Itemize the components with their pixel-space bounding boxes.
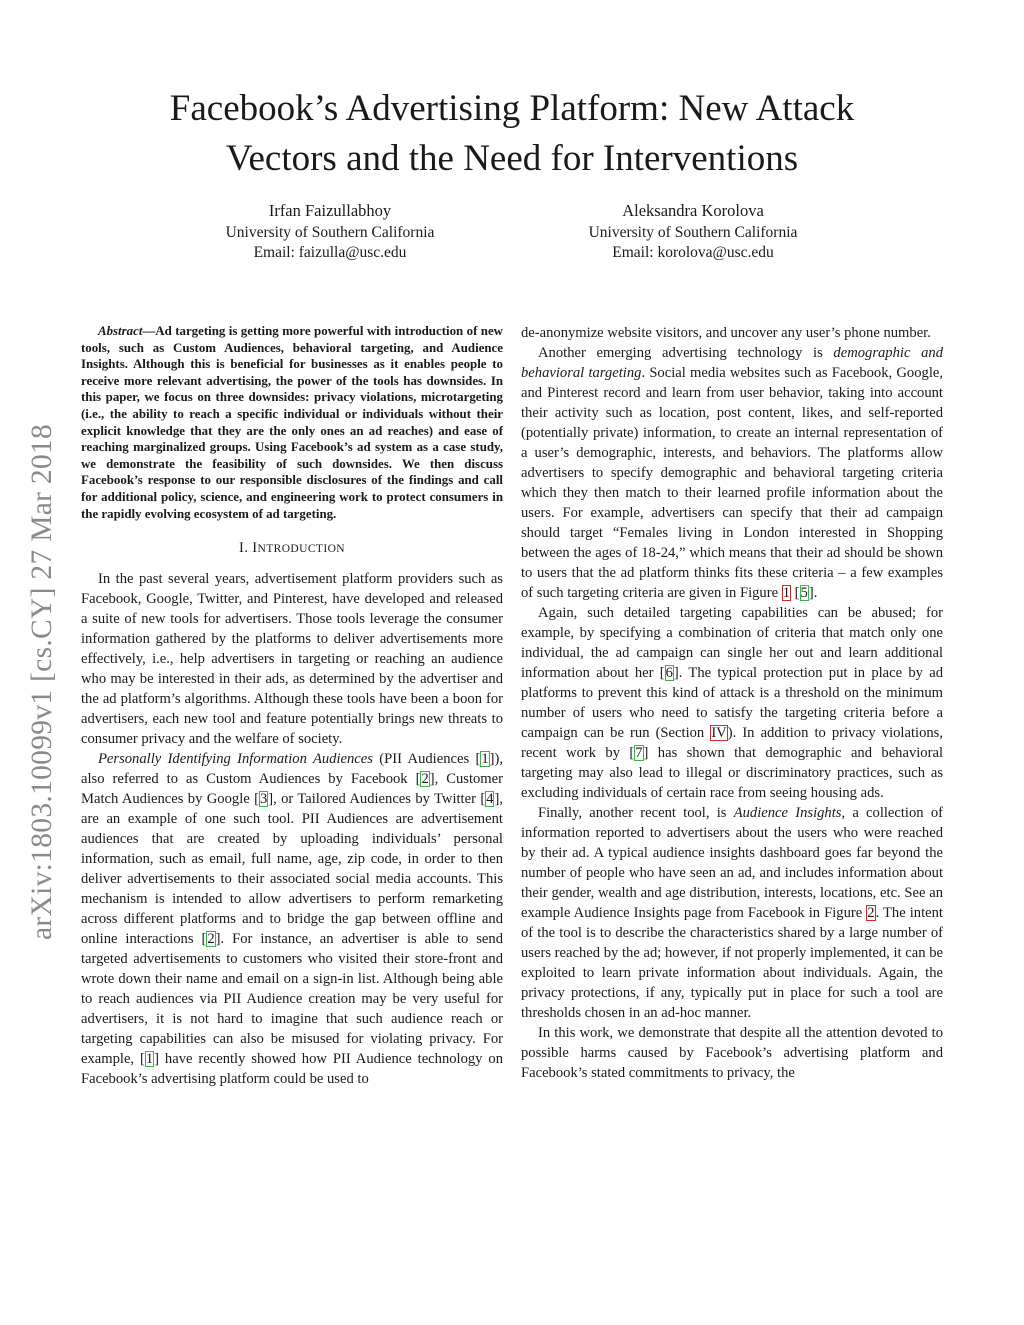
citation-link[interactable]: 5 — [800, 585, 808, 601]
paragraph-audience-insights: Finally, another recent tool, is Audience Insights, a collection of information reported to advertisers about the users who were reached by their ad. A typical audience insights dashboard goes far beyond the number of people who have seen an ad, and includes information about their gender, wealth and age distribution, interests, locations, etc. See an example Audience Insights page from Facebook in Figure 2. The intent of the tool is to describe the characteristics shared by a large number of users reached by the ad; however, if not properly implemented, it can be exploited to learn private information about individuals. Again, the privacy protections, if any, typically put in place for such a tool are thresholds chosen in an ad-hoc manner. — [521, 805, 943, 1021]
citation-link[interactable]: 1 — [145, 1051, 154, 1068]
author-block-2 — [533, 201, 853, 263]
title-line-2: Vectors and the Need for Interventions — [225, 138, 799, 179]
arxiv-stamp: arXiv:1803.10099v1 [cs.CY] 27 Mar 2018 — [26, 423, 58, 940]
intro-paragraph-2: Personally Identifying Information Audiences (PII Audiences [1]), also referred to as Custom Audiences by Facebook [2], Customer Match Audiences by Google [3], or Tailored Audiences by Twitter [4], are an example of one such tool. PII Audiences are advertisement audiences that are created by uploading individuals’ personal information, such as email, full name, age, zip code, in order to then deliver advertisements to their associated social media accounts. This mechanism is intended to allow advertisers to perform remarketing across different platforms and to bridge the gap between offline and online interactions [2]. For instance, an advertiser is able to send targeted advertisements to customers who visited their store-front and wrote down their name and email on a sign-in list. Although being able to reach audiences via PII Audience creation may be very useful for advertisers, it is not hard to imagine that such audience reach or targeting capabilities can also be misused for violating privacy. For example, [1] have recently showed how PII Audience technology on Facebook’s advertising platform could be used to — [81, 751, 504, 1088]
section-initial: I — [252, 540, 258, 557]
paragraph-this-work: In this work, we demonstrate that despite all the attention devoted to possible harms caused by Facebook’s advertising platform and Facebook’s stated commitments to privacy, the — [521, 1025, 943, 1081]
audience-insights-term: Audience Insights — [733, 805, 842, 821]
section-link[interactable]: IV — [711, 725, 727, 741]
citation-link[interactable]: 6 — [665, 665, 673, 681]
citation-link[interactable]: 2 — [207, 931, 215, 948]
section-title-rest: NTRODUCTION — [257, 543, 345, 556]
author-block-1 — [170, 201, 490, 263]
left-column — [81, 323, 503, 1089]
author-name: Aleksandra Korolova — [622, 201, 764, 220]
citation-link[interactable]: 4 — [486, 791, 494, 808]
author-email: Email: korolova@usc.edu — [612, 244, 774, 261]
abstract — [81, 323, 503, 522]
paper-title — [100, 84, 924, 184]
right-column — [521, 323, 943, 1083]
section-numeral: I. — [239, 540, 253, 557]
title-line-1: Facebook’s Advertising Platform: New Attack — [169, 88, 855, 129]
demographic-term: demographic and behavioral targeting — [521, 345, 943, 381]
author-affiliation: University of Southern California — [588, 224, 798, 241]
paragraph-continued: de-anonymize website visitors, and uncover any user’s phone number. — [521, 325, 931, 341]
figure-link[interactable]: 1 — [782, 585, 791, 601]
citation-link[interactable]: 7 — [635, 745, 643, 761]
figure-link[interactable]: 2 — [867, 905, 875, 921]
abstract-text: —Ad targeting is getting more powerful with introduction of new tools, such as Custom Audiences, behavioral targeting, and Audience Insights. Although this is beneficial for businesses as it enables people to receive more relevant advertising, the power of the tools has downsides. In this paper, we focus on three downsides: privacy violations, microtargeting (i.e., the ability to reach a specific individual or individuals without their explicit knowledge that they are the only ones an ad reaches) and ease of reaching marginalized groups. Using Facebook’s ad system as a case study, we demonstrate the feasibility of such downsides. We then discuss Facebook’s response to our responsible disclosures of the findings and call for additional policy, science, and engineering work to protect consumers in the rapidly evolving ecosystem of ad targeting. — [81, 324, 503, 521]
intro-paragraph-1: In the past several years, advertisement platform providers such as Facebook, Google, Twitter, and Pinterest, have developed and released a suite of new tools for advertisers. Those tools leverage the consumer information gathered by the platforms to deliver advertisements more effectively, i.e., help advertisers in targeting or reaching an audience who may be interested in their ads, as determined by the advertiser and the ad platform’s algorithms. Although these tools have been a boon for advertisers, each new tool and feature potentially brings new threats to consumer privacy and the welfare of society. — [81, 571, 503, 748]
pii-audiences-term: Personally Identifying Information Audiences — [98, 751, 373, 768]
paragraph-demographic-targeting: Another emerging advertising technology is demographic and behavioral targeting. Social media websites such as Facebook, Google, and Pinterest record and learn from user behavior, taking into account their activity such as location, post content, likes, and self-reported (potentially private) information, to create an internal representation of a user’s demographic, interests, and behaviors. The platforms allow advertisers to specify demographic and behavioral targeting criteria which they then match to their learned profile information about the users. For example, advertisers can specify that their ad campaign should target “Females living in London interested in Shopping between the ages of 18-24,” which means that their ad should be shown to users that the ad platform thinks fits these criteria – a few examples of such targeting criteria are given in Figure 1 [5]. — [521, 345, 944, 601]
abstract-label: Abstract — [98, 324, 143, 338]
citation-link[interactable]: 2 — [421, 771, 429, 788]
author-name: Irfan Faizullabhoy — [268, 201, 392, 220]
section-heading-introduction — [81, 538, 503, 559]
paragraph-abuse: Again, such detailed targeting capabilities can be abused; for example, by specifying a combination of criteria that match only one individual, the ad campaign can single her out and learn additional information about her [6]. The typical protection put in place by ad platforms to prevent this kind of attack is a threshold on the minimum number of users who need to satisfy the targeting criteria before a campaign can be run (Section IV). In addition to privacy violations, recent work by [7] has shown that demographic and behavioral targeting may also lead to illegal or discriminatory practices, such as excluding individuals of certain race from seeing housing ads. — [521, 605, 944, 801]
author-email: Email: faizulla@usc.edu — [253, 244, 407, 261]
author-affiliation: University of Southern California — [225, 224, 435, 241]
citation-link[interactable]: 3 — [259, 791, 268, 808]
citation-link[interactable]: 1 — [481, 751, 489, 768]
